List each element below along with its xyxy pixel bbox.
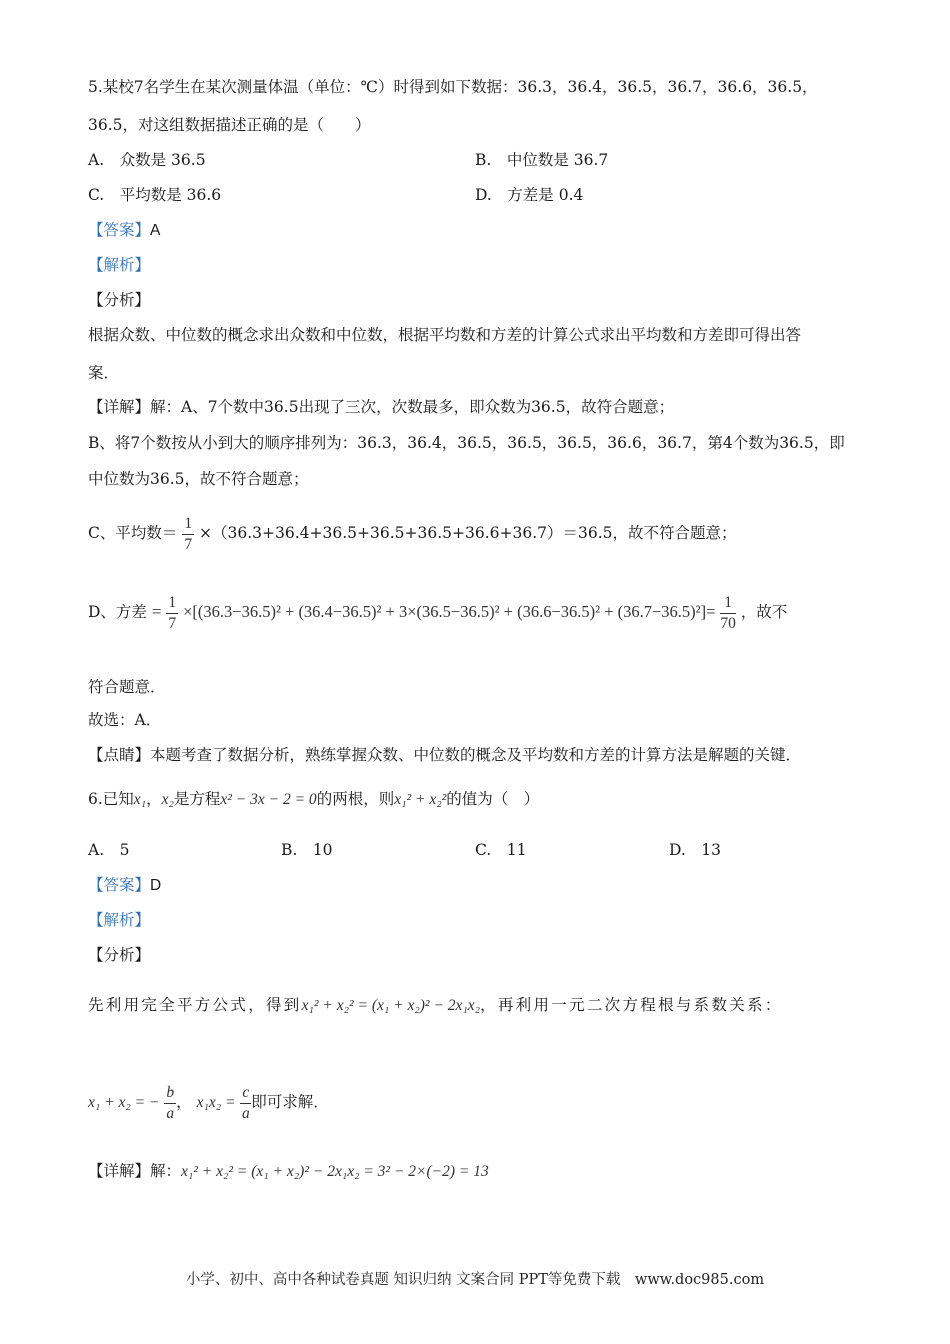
q5-dianjing: 【点睛】本题考查了数据分析，熟练掌握众数、中位数的概念及平均数和方差的计算方法是解题的关键． <box>88 746 802 764</box>
q5-option-b: B. 中位数是 36.7 <box>475 151 609 169</box>
q6-detail-expression: x₁² + x₂² = (x₁ + x₂)² − 2x₁x₂ = 3² − 2×(−2) = 13 <box>181 1163 489 1180</box>
q6-target: x₁² + x₂² <box>394 791 447 808</box>
q5-detail-d: D、方差 = $\frac{1}{7}$ ×[(36.3−36.5)² + (36.4−36.5)² + 3×(36.5−36.5)² + (36.6−36.5)² + (36.7−36.5)²]= $\frac{1}{70}$ ，故不 <box>88 593 788 632</box>
q5-choose: 故选：A． <box>88 711 162 729</box>
q6-identity: x₁² + x₂² = (x₁ + x₂)² − 2x₁x₂ <box>301 997 481 1014</box>
q5-stem-line2: 36.5，对这组数据描述正确的是（ ） <box>88 116 371 134</box>
q6-option-b: B. 10 <box>281 841 333 859</box>
fenxi-heading: 【分析】 <box>88 291 151 309</box>
answer-tag: 【答案】 <box>88 221 151 239</box>
analysis-tag: 【解析】 <box>88 911 151 929</box>
answer-value: A <box>150 222 161 239</box>
q5-option-d: D. 方差是 0.4 <box>475 186 584 204</box>
q5-fenxi-line1: 根据众数、中位数的概念求出众数和中位数，根据平均数和方差的计算公式求出平均数和方差即可得出答 <box>88 326 802 344</box>
answer-value: D <box>150 877 162 894</box>
q6-option-a: A. 5 <box>88 841 130 859</box>
d-prefix: D、方差 <box>88 603 147 621</box>
fenxi-heading: 【分析】 <box>88 946 151 964</box>
q5-option-a: A. 众数是 36.5 <box>88 151 206 169</box>
answer-tag: 【答案】 <box>88 876 151 894</box>
q5-option-c: C. 平均数是 36.6 <box>88 186 222 204</box>
d-expression: ×[(36.3−36.5)² + (36.4−36.5)² + 3×(36.5−36.5)² + (36.6−36.5)² + (36.7−36.5)²]= <box>183 602 716 621</box>
c-rest: ×（36.3+36.4+36.5+36.5+36.5+36.6+36.7）＝36.5，故不符合题意； <box>199 524 737 542</box>
q5-answer-line <box>88 219 160 242</box>
q6-option-c: C. 11 <box>475 841 527 859</box>
q6-answer-line <box>88 874 161 897</box>
q6-fenxi-line1: 先利用完全平方公式，得到x₁² + x₂² = (x₁ + x₂)² − 2x₁x₂，再利用一元二次方程根与系数关系： <box>88 996 783 1014</box>
q5-detail-c <box>88 512 737 555</box>
page-footer: 小学、初中、高中各种试卷真题 知识归纳 文案合同 PPT等免费下载 www.doc985.com <box>185 1272 765 1288</box>
analysis-tag: 【解析】 <box>88 256 151 274</box>
c-fraction: $\frac{1}{7}$ <box>184 514 193 553</box>
c-prefix: C、平均数＝ <box>88 524 178 542</box>
vieta-b-over-a: $\frac{b}{a}$ <box>166 1083 175 1122</box>
q6-option-d: D. 13 <box>669 841 722 859</box>
q6-stem: 6.已知x₁，x₂是方程x² − 3x − 2 = 0的两根，则x₁² + x₂²的值为（ ） <box>88 790 540 808</box>
d-result-fraction: $\frac{1}{70}$ <box>720 593 736 632</box>
q5-stem-line1: 5.某校7名学生在某次测量体温（单位：℃）时得到如下数据：36.3，36.4，36.5，36.7，36.6，36.5， <box>88 78 818 96</box>
q5-fenxi-line2: 案． <box>88 364 120 382</box>
d-fraction: $\frac{1}{7}$ <box>168 593 177 632</box>
q5-detail-d-cont: 符合题意． <box>88 678 166 696</box>
q5-detail-a: 【详解】解：A、7个数中36.5出现了三次，次数最多，即众数为36.5，故符合题意； <box>88 398 675 416</box>
q6-vieta: x₁ + x₂ = − $\frac{b}{a}$ ， x₁x₂ = $\frac{c}{a}$ 即可求解． <box>88 1083 329 1122</box>
q5-detail-b: B、将7个数按从小到大的顺序排列为：36.3，36.4，36.5，36.5，36.5，36.6，36.7，第4个数为36.5，即 <box>88 434 845 452</box>
q6-detail: 【详解】解：x₁² + x₂² = (x₁ + x₂)² − 2x₁x₂ = 3² − 2×(−2) = 13 <box>88 1162 489 1180</box>
q5-detail-b-cont: 中位数为36.5，故不符合题意； <box>88 470 309 488</box>
vieta-c-over-a: $\frac{c}{a}$ <box>241 1083 250 1122</box>
q6-equation: x² − 3x − 2 = 0 <box>220 791 317 808</box>
